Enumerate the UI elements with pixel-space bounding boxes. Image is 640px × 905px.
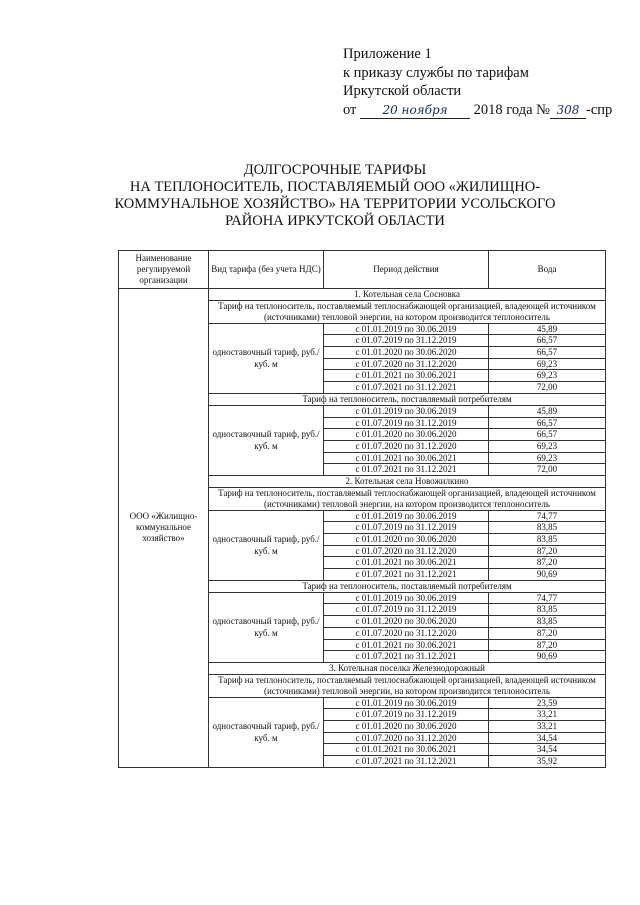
section-row bbox=[119, 289, 606, 301]
appendix-line3: Иркутской области bbox=[343, 83, 462, 99]
water-value-cell: 66,57 bbox=[489, 429, 606, 441]
period-cell: с 01.01.2020 по 30.06.2020 bbox=[324, 720, 489, 732]
year-text: 2018 года № bbox=[473, 101, 550, 118]
period-cell: с 01.07.2020 по 31.12.2020 bbox=[324, 358, 489, 370]
header-tariff-type: Вид тарифа (без учета НДС) bbox=[209, 251, 324, 289]
subsection-title: Тариф на теплоноситель, поставляемый потребителям bbox=[209, 580, 606, 592]
handwritten-number: 308 bbox=[550, 103, 586, 119]
water-value-cell: 33,21 bbox=[489, 709, 606, 721]
tariff-type-cell: одноставочный тариф, руб./куб. м bbox=[209, 697, 324, 767]
subsection-title: Тариф на теплоноситель, поставляемый теплоснабжающей организацией, владеющей источником (источниками) тепловой энергии, на котором производится теплоноситель bbox=[209, 300, 606, 323]
header-water: Вода bbox=[489, 251, 606, 289]
period-cell: с 01.01.2019 по 30.06.2019 bbox=[324, 510, 489, 522]
section-title: 3. Котельная поселка Железнодорожный bbox=[209, 662, 606, 674]
period-cell: с 01.07.2020 по 31.12.2020 bbox=[324, 732, 489, 744]
header-period: Период действия bbox=[324, 251, 489, 289]
water-value-cell: 69,23 bbox=[489, 452, 606, 464]
water-value-cell: 87,20 bbox=[489, 557, 606, 569]
water-value-cell: 83,85 bbox=[489, 616, 606, 628]
period-cell: с 01.01.2020 по 30.06.2020 bbox=[324, 429, 489, 441]
period-cell: с 01.07.2019 по 31.12.2019 bbox=[324, 604, 489, 616]
period-cell: с 01.01.2020 по 30.06.2020 bbox=[324, 347, 489, 359]
period-cell: с 01.01.2019 по 30.06.2019 bbox=[324, 405, 489, 417]
appendix-block bbox=[343, 45, 612, 119]
water-value-cell: 34,54 bbox=[489, 732, 606, 744]
title-line3: КОММУНАЛЬНОЕ ХОЗЯЙСТВО» НА ТЕРРИТОРИИ УСОЛЬСКОГО bbox=[114, 196, 556, 212]
water-value-cell: 72,00 bbox=[489, 382, 606, 394]
appendix-date-line bbox=[343, 101, 612, 120]
period-cell: с 01.07.2021 по 31.12.2021 bbox=[324, 651, 489, 663]
period-cell: с 01.01.2019 по 30.06.2019 bbox=[324, 592, 489, 604]
water-value-cell: 87,20 bbox=[489, 639, 606, 651]
water-value-cell: 66,57 bbox=[489, 417, 606, 429]
period-cell: с 01.07.2019 по 31.12.2019 bbox=[324, 335, 489, 347]
water-value-cell: 69,23 bbox=[489, 358, 606, 370]
water-value-cell: 45,89 bbox=[489, 405, 606, 417]
water-value-cell: 87,20 bbox=[489, 545, 606, 557]
water-value-cell: 23,59 bbox=[489, 697, 606, 709]
appendix-line2: к приказу службы по тарифам bbox=[343, 64, 529, 81]
period-cell: с 01.01.2019 по 30.06.2019 bbox=[324, 697, 489, 709]
title-line4: РАЙОНА ИРКУТСКОЙ ОБЛАСТИ bbox=[225, 213, 445, 229]
from-prefix: от bbox=[343, 101, 357, 118]
water-value-cell: 33,21 bbox=[489, 720, 606, 732]
period-cell: с 01.01.2020 по 30.06.2020 bbox=[324, 534, 489, 546]
period-cell: с 01.01.2021 по 30.06.2021 bbox=[324, 639, 489, 651]
water-value-cell: 83,85 bbox=[489, 604, 606, 616]
period-cell: с 01.07.2019 по 31.12.2019 bbox=[324, 709, 489, 721]
period-cell: с 01.01.2021 по 30.06.2021 bbox=[324, 557, 489, 569]
header-org: Наименование регулируемой организации bbox=[119, 251, 209, 289]
period-cell: с 01.07.2021 по 31.12.2021 bbox=[324, 464, 489, 476]
water-value-cell: 45,89 bbox=[489, 323, 606, 335]
tariff-type-cell: одноставочный тариф, руб./куб. м bbox=[209, 592, 324, 662]
water-value-cell: 34,54 bbox=[489, 744, 606, 756]
handwritten-date: 20 ноября bbox=[360, 103, 470, 119]
period-cell: с 01.07.2019 по 31.12.2019 bbox=[324, 417, 489, 429]
period-cell: с 01.07.2020 по 31.12.2020 bbox=[324, 440, 489, 452]
water-value-cell: 74,77 bbox=[489, 592, 606, 604]
section-title: 2. Котельная села Новожилкино bbox=[209, 475, 606, 487]
water-value-cell: 90,69 bbox=[489, 651, 606, 663]
water-value-cell: 87,20 bbox=[489, 627, 606, 639]
period-cell: с 01.01.2020 по 30.06.2020 bbox=[324, 616, 489, 628]
period-cell: с 01.07.2020 по 31.12.2020 bbox=[324, 545, 489, 557]
period-cell: с 01.01.2021 по 30.06.2021 bbox=[324, 744, 489, 756]
water-value-cell: 74,77 bbox=[489, 510, 606, 522]
water-value-cell: 66,57 bbox=[489, 347, 606, 359]
period-cell: с 01.07.2021 по 31.12.2021 bbox=[324, 756, 489, 768]
water-value-cell: 35,92 bbox=[489, 756, 606, 768]
subsection-title: Тариф на теплоноситель, поставляемый теплоснабжающей организацией, владеющей источником (источниками) тепловой энергии, на котором производится теплоноситель bbox=[209, 674, 606, 697]
number-suffix: -спр bbox=[585, 101, 613, 118]
subsection-title: Тариф на теплоноситель, поставляемый теплоснабжающей организацией, владеющей источником (источниками) тепловой энергии, на котором производится теплоноситель bbox=[209, 487, 606, 510]
water-value-cell: 90,69 bbox=[489, 569, 606, 581]
period-cell: с 01.07.2021 по 31.12.2021 bbox=[324, 569, 489, 581]
period-cell: с 01.01.2021 по 30.06.2021 bbox=[324, 452, 489, 464]
title-line1: ДОЛГОСРОЧНЫЕ ТАРИФЫ bbox=[243, 162, 427, 178]
tariff-type-cell: одноставочный тариф, руб./куб. м bbox=[209, 510, 324, 580]
water-value-cell: 69,23 bbox=[489, 440, 606, 452]
water-value-cell: 83,85 bbox=[489, 522, 606, 534]
organization-cell: ООО «Жилищно-коммунальное хозяйство» bbox=[119, 289, 209, 768]
water-value-cell: 72,00 bbox=[489, 464, 606, 476]
water-value-cell: 69,23 bbox=[489, 370, 606, 382]
period-cell: с 01.01.2019 по 30.06.2019 bbox=[324, 323, 489, 335]
subsection-title: Тариф на теплоноситель, поставляемый потребителям bbox=[209, 393, 606, 405]
document-title bbox=[60, 162, 610, 230]
tariff-type-cell: одноставочный тариф, руб./куб. м bbox=[209, 323, 324, 393]
tariff-type-cell: одноставочный тариф, руб./куб. м bbox=[209, 405, 324, 475]
period-cell: с 01.07.2020 по 31.12.2020 bbox=[324, 627, 489, 639]
section-title: 1. Котельная села Сосновка bbox=[209, 289, 606, 301]
period-cell: с 01.07.2021 по 31.12.2021 bbox=[324, 382, 489, 394]
period-cell: с 01.07.2019 по 31.12.2019 bbox=[324, 522, 489, 534]
tariff-table bbox=[118, 250, 606, 768]
period-cell: с 01.01.2021 по 30.06.2021 bbox=[324, 370, 489, 382]
water-value-cell: 83,85 bbox=[489, 534, 606, 546]
water-value-cell: 66,57 bbox=[489, 335, 606, 347]
appendix-line1: Приложение 1 bbox=[343, 46, 432, 62]
table-header-row bbox=[119, 251, 606, 289]
title-line2: НА ТЕПЛОНОСИТЕЛЬ, ПОСТАВЛЯЕМЫЙ ООО «ЖИЛИЩНО- bbox=[129, 179, 541, 195]
